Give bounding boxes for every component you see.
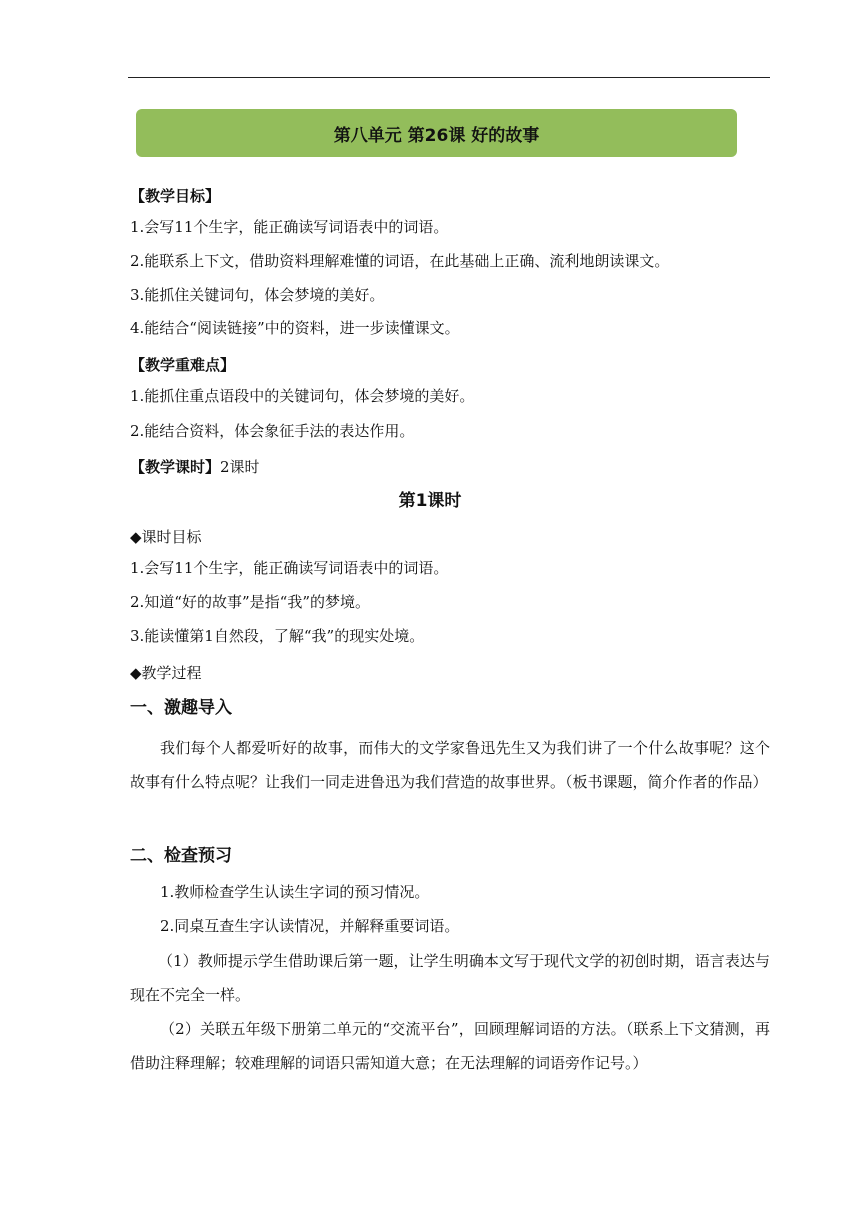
section2-sub1: （1）教师提示学生借助课后第一题，让学生明确本文写于现代文学的初创时期，语言表达与现在不完全一样。	[130, 952, 770, 1004]
section1-paragraph: 我们每个人都爱听好的故事，而伟大的文学家鲁迅先生又为我们讲了一个什么故事呢？这个故事有什么特点呢？让我们一同走进鲁迅为我们营造的故事世界。（板书课题，简介作者的作品）	[130, 739, 770, 791]
objective-item: 3.能读懂第1自然段，了解“我”的现实处境。	[130, 627, 425, 645]
lesson-title-banner	[136, 109, 737, 157]
key-points-heading: 【教学重难点】	[130, 356, 236, 374]
section2-heading: 二、检查预习	[130, 846, 232, 866]
process-heading: ◆教学过程	[130, 664, 202, 682]
objectives-heading: ◆课时目标	[130, 528, 202, 546]
key-point-item: 1.能抓住重点语段中的关键词句，体会梦境的美好。	[130, 387, 475, 405]
header-rule	[128, 77, 770, 78]
goals-heading: 【教学目标】	[130, 187, 221, 205]
hours-value: 2课时	[220, 458, 260, 476]
objective-item: 2.知道“好的故事”是指“我”的梦境。	[130, 593, 370, 611]
objective-item: 1.会写11个生字，能正确读写词语表中的词语。	[130, 559, 449, 577]
hours-line	[130, 457, 260, 477]
section2-item: 2.同桌互查生字认读情况，并解释重要词语。	[160, 917, 460, 935]
section2-item: 1.教师检查学生认读生字词的预习情况。	[160, 883, 430, 901]
goal-item: 2.能联系上下文，借助资料理解难懂的词语，在此基础上正确、流利地朗读课文。	[130, 252, 670, 270]
goal-item: 3.能抓住关键词句，体会梦境的美好。	[130, 286, 385, 304]
hours-heading: 【教学课时】	[130, 458, 221, 476]
section1-heading: 一、激趣导入	[130, 698, 232, 718]
lesson-title: 第八单元 第26课 好的故事	[333, 125, 540, 146]
goal-item: 4.能结合“阅读链接”中的资料，进一步读懂课文。	[130, 319, 460, 337]
key-point-item: 2.能结合资料，体会象征手法的表达作用。	[130, 422, 415, 440]
lesson1-title: 第1课时	[398, 491, 462, 511]
section2-sub2: （2）关联五年级下册第二单元的“交流平台”，回顾理解词语的方法。（联系上下文猜测，再借助注释理解；较难理解的词语只需知道大意；在无法理解的词语旁作记号。）	[130, 1020, 770, 1072]
goal-item: 1.会写11个生字，能正确读写词语表中的词语。	[130, 218, 449, 236]
